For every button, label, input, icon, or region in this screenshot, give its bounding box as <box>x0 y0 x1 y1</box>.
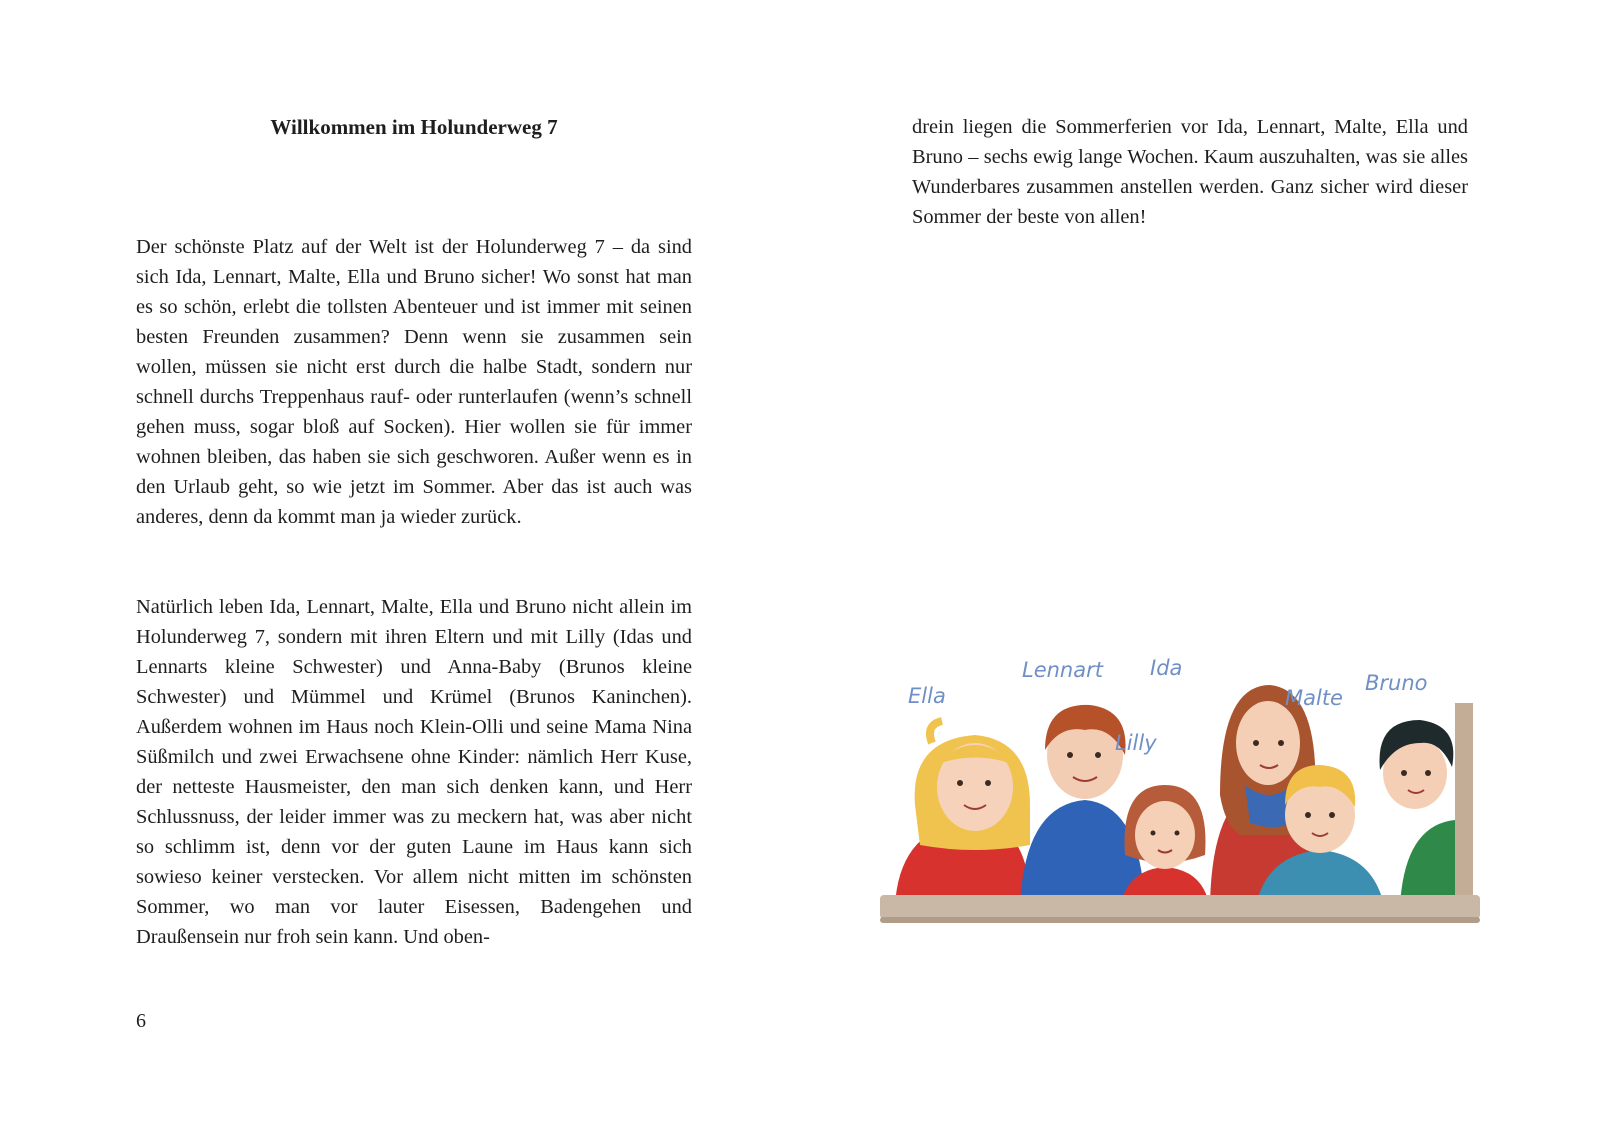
child-lilly <box>1120 785 1210 910</box>
name-label-lilly: Lilly <box>1115 731 1157 755</box>
child-ella <box>895 721 1030 905</box>
name-label-ella: Ella <box>908 684 946 708</box>
name-label-ida: Ida <box>1150 656 1183 680</box>
window-frame-post <box>1455 703 1473 918</box>
child-bruno <box>1380 720 1456 905</box>
name-label-lennart: Lennart <box>1022 658 1103 682</box>
right-page <box>800 0 1600 1129</box>
body-paragraph-2: Natürlich leben Ida, Lennart, Malte, Ella und Bruno nicht allein im Holunderweg 7, sondern mit ihren Eltern und mit Lilly (Idas und Lennarts kleine Schwester) und Anna-Baby (Brunos kleine Schwester) und Mümmel und Krümel (Brunos Kaninchen). Außerdem wohnen im Haus noch Klein-Olli und seine Mama Nina Süßmilch und zwei Erwachsene ohne Kinder: nämlich Herr Kuse, der netteste Hausmeister, den man sich denken kann, und Herr Schlussnuss, der leider immer was zu meckern hat, was aber nicht so schlimm ist, denn vor der guten Laune im Haus kann sich sowieso keiner verstecken. Vor allem nicht mitten im schönsten Sommer, wo man vor lauter Eisessen, Badengehen und Draußensein nur froh sein kann. Und oben- <box>136 596 692 948</box>
body-paragraph-1: Der schönste Platz auf der Welt ist der Holunderweg 7 – da sind sich Ida, Lennart, Malte, Ella und Bruno sicher! Wo sonst hat man es so schön, erlebt die tollsten Abenteuer und ist immer mit seinen besten Freunden zusammen? Denn wenn sie zusammen sein wollen, müssen sie nicht erst durch die halbe Stadt, sondern nur schnell durchs Treppenhaus rauf- oder runterlaufen (wenn’s schnell gehen muss, sogar bloß auf Socken). Hier wollen sie für immer wohnen bleiben, das haben sie sich geschworen. Außer wenn es in den Urlaub geht, so wie jetzt im Sommer. Aber das ist auch was anderes, denn da kommt man ja wieder zurück. <box>136 236 692 528</box>
page-number: 6 <box>136 1010 146 1032</box>
body-paragraph-continued: drein liegen die Sommerferien vor Ida, Lennart, Malte, Ella und Bruno – sechs ewig lange Wochen. Kaum auszuhalten, was sie alles Wunderbares zusammen anstellen werden. Ganz sicher wird dieser Sommer der beste von allen! <box>912 116 1468 228</box>
name-label-bruno: Bruno <box>1365 671 1428 695</box>
windowsill <box>880 895 1480 919</box>
children-illustration <box>880 655 1500 955</box>
chapter-title: Willkommen im Holunderweg 7 <box>270 115 558 139</box>
name-label-malte: Malte <box>1285 686 1343 710</box>
